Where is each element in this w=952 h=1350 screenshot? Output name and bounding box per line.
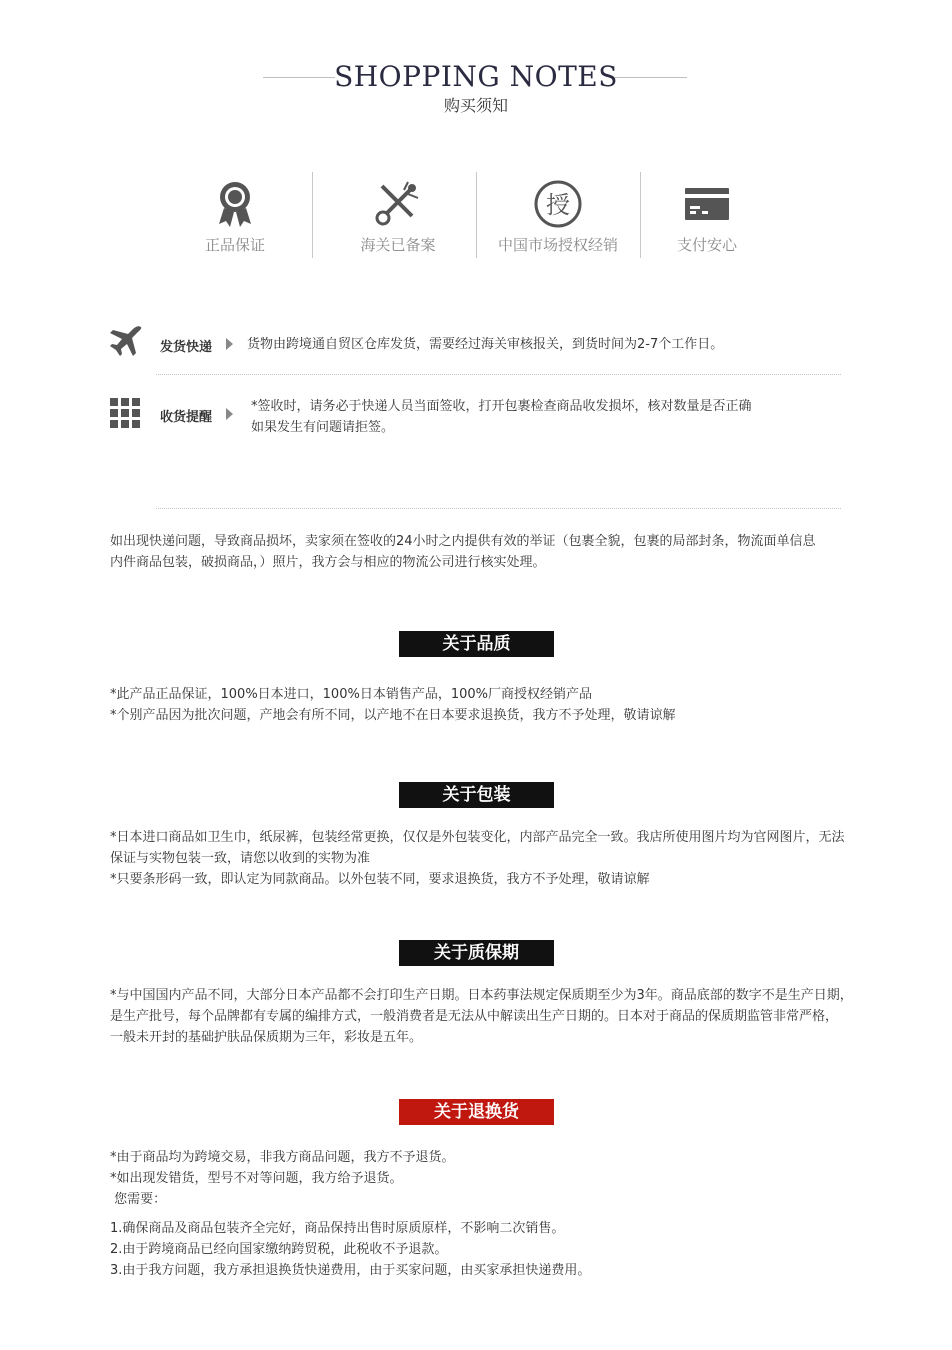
shipping-arrow-icon [226, 338, 233, 350]
returns-step: 3.由于我方问题，我方承担退换货快递费用，由于买家问题，由买家承担快递费用。 [110, 1263, 591, 1278]
feature-authorized-label: 中国市场授权经销 [497, 236, 618, 254]
packaging-line: 保证与实物包装一致，请您以收到的实物为准 [110, 851, 371, 866]
divider [640, 172, 641, 258]
receiving-line: *签收时，请务必于快递人员当面签收，打开包裹检查商品收发损坏，核对数量是否正确 [251, 399, 752, 414]
packaging-line: *只要条形码一致，即认定为同款商品。以外包装不同，要求退换货，我方不予处理，敬请谅解 [110, 872, 650, 887]
shipping-label: 发货快递 [160, 340, 213, 355]
feature-payment-label: 支付安心 [676, 236, 737, 254]
receiving-label: 收货提醒 [160, 410, 213, 425]
damage-note-line: 如出现快递问题，导致商品损坏，卖家须在签收的24小时之内提供有效的举证（包裹全貌，包裹的局部封条，物流面单信息 [110, 534, 816, 549]
shelf-life-line: 是生产批号，每个品牌都有专属的编排方式，一般消费者是无法从中解读出生产日期的。日本对于商品的保质期监管非常严格， [110, 1009, 839, 1024]
section-title-quality: 关于品质 [399, 631, 554, 657]
grid-icon [110, 398, 140, 428]
divider [156, 374, 841, 375]
feature-payment [667, 180, 747, 255]
returns-line: *如出现发错货，型号不对等问题，我方给予退货。 [110, 1171, 403, 1186]
receiving-arrow-icon [226, 408, 233, 420]
page-title: SHOPPING NOTES [334, 60, 618, 93]
feature-authentic [195, 180, 275, 255]
divider [476, 172, 477, 258]
feature-authentic-label: 正品保证 [204, 236, 265, 254]
damage-note [110, 531, 816, 573]
returns-line: *由于商品均为跨境交易，非我方商品问题，我方不予退货。 [110, 1150, 455, 1165]
page-subtitle: 购买须知 [443, 96, 508, 115]
receiving-line: 如果发生有问题请拒签。 [251, 420, 395, 435]
section-title-returns: 关于退换货 [399, 1099, 554, 1125]
shipping-text: 货物由跨境通自贸区仓库发货，需要经过海关审核报关，到货时间为2-7个工作日。 [247, 337, 724, 352]
quality-line: *此产品正品保证，100%日本进口，100%日本销售产品，100%厂商授权经销产品 [110, 687, 592, 702]
feature-authorized [490, 180, 626, 255]
feature-customs [352, 180, 444, 255]
authorization-stamp-icon [533, 180, 583, 228]
customs-key-icon [374, 180, 422, 228]
receiving-text [251, 396, 752, 438]
returns-text [110, 1147, 455, 1210]
divider [312, 172, 313, 258]
shelf-life-text [110, 985, 853, 1048]
divider [156, 508, 841, 509]
credit-card-icon [683, 180, 731, 228]
returns-step: 1.确保商品及商品包装齐全完好，商品保持出售时原质原样，不影响二次销售。 [110, 1221, 565, 1236]
award-ribbon-icon [215, 180, 255, 228]
packaging-text [110, 827, 845, 890]
packaging-line: *日本进口商品如卫生巾，纸尿裤，包装经常更换，仅仅是外包装变化，内部产品完全一致。我店所使用图片均为官网图片，无法 [110, 830, 845, 845]
section-title-packaging: 关于包装 [399, 782, 554, 808]
shelf-life-line: 一般未开封的基础护肤品保质期为三年，彩妆是五年。 [110, 1030, 423, 1045]
returns-step: 2.由于跨境商品已经向国家缴纳跨贸税，此税收不予退款。 [110, 1242, 448, 1257]
returns-line: 您需要： [110, 1192, 167, 1207]
shelf-life-line: *与中国国内产品不同，大部分日本产品都不会打印生产日期。日本药事法规定保质期至少为3年。商品底部的数字不是生产日期， [110, 988, 853, 1003]
airplane-icon [108, 324, 144, 360]
quality-text [110, 684, 676, 726]
damage-note-line: 内件商品包装，破损商品，）照片，我方会与相应的物流公司进行核实处理。 [110, 555, 546, 570]
quality-line: *个别产品因为批次问题，产地会有所不同，以产地不在日本要求退换货，我方不予处理，敬请谅解 [110, 708, 676, 723]
svg-text:授: 授 [546, 191, 570, 219]
feature-customs-label: 海关已备案 [360, 236, 436, 254]
returns-steps [110, 1218, 590, 1281]
section-title-shelf-life: 关于质保期 [399, 940, 554, 966]
